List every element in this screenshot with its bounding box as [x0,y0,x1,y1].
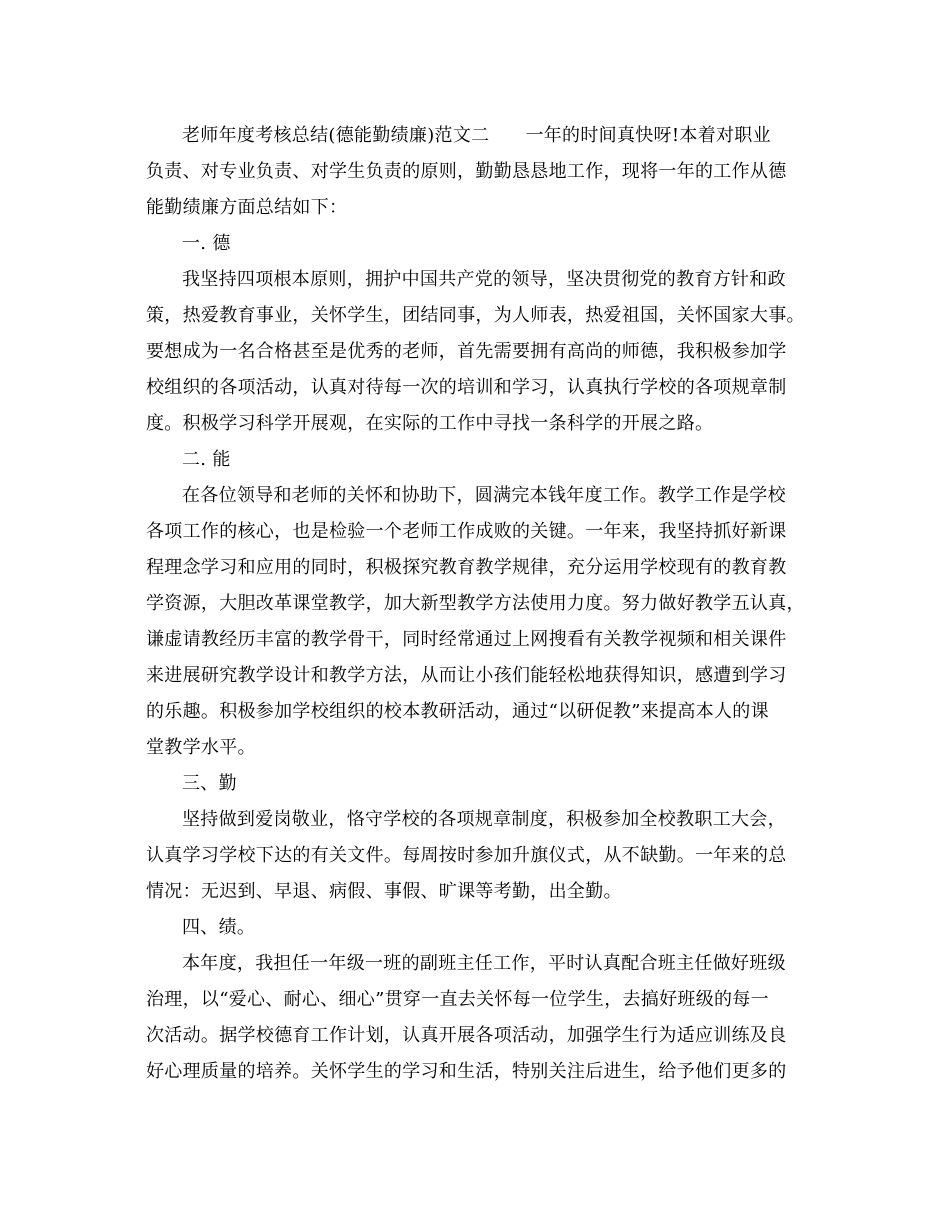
paragraph-line: 在各位领导和老师的关怀和协助下，圆满完本钱年度工作。教学工作是学校 [182,485,786,506]
paragraph-line: 情况：无迟到、早退、病假、事假、旷课等考勤，出全勤。 [146,881,622,902]
document-title: 老师年度考核总结(德能勤绩廉)范文二 [182,125,490,146]
paragraph-line: 谦虚请教经历丰富的教学骨干，同时经常通过上网搜看有关教学视频和相关课件 [146,629,787,650]
paragraph-line: 本年度，我担任一年级一班的副班主任工作，平时认真配合班主任做好班级 [182,953,786,974]
title-line [146,118,808,154]
paragraph-line: 治理，以“爱心、耐心、细心”贯穿一直去关怀每一位学生，去搞好班级的每一 [146,989,769,1010]
paragraph-line: 好心理质量的培养。关怀学生的学习和生活，特别关注后进生，给予他们更多的 [146,1061,787,1082]
paragraph-line: 各项工作的核心，也是检验一个老师工作成败的关键。一年来，我坚持抓好新课 [146,521,787,542]
paragraph-line: 程理念学习和应用的同时，积极探究教育教学规律，充分运用学校现有的教育教 [146,557,787,578]
paragraph-line: 认真学习学校下达的有关文件。每周按时参加升旗仪式，从不缺勤。一年来的总 [146,845,787,866]
paragraph-line: 我坚持四项根本原则，拥护中国共产党的领导，坚决贯彻党的教育方针和政 [182,269,786,290]
intro-line: 能勤绩廉方面总结如下： [146,197,348,218]
section-heading-de: 一. 德 [182,233,231,254]
section-heading-neng: 二. 能 [182,449,231,470]
paragraph-line: 坚持做到爱岗敬业，恪守学校的各项规章制度，积极参加全校教职工大会， [182,809,786,830]
intro-line: 负责、对专业负责、对学生负责的原则，勤勤恳恳地工作，现将一年的工作从德 [146,161,787,182]
document-body [146,118,808,1090]
paragraph-line: 的乐趣。积极参加学校组织的校本教研活动，通过“以研促教”来提高本人的课 [146,701,769,722]
paragraph-line: 策，热爱教育事业，关怀学生，团结同事，为人师表，热爱祖国，关怀国家大事。 [146,305,805,326]
paragraph-line: 次活动。据学校德育工作计划，认真开展各项活动，加强学生行为适应训练及良 [146,1025,787,1046]
paragraph-line: 度。积极学习科学开展观，在实际的工作中寻找一条科学的开展之路。 [146,413,714,434]
paragraph-line: 堂教学水平。 [146,737,256,758]
section-heading-ji: 四、绩。 [182,917,256,938]
section-heading-qin: 三、勤 [182,773,237,794]
paragraph-line: 校组织的各项活动，认真对待每一次的培训和学习，认真执行学校的各项规章制 [146,377,787,398]
intro-start: 一年的时间真快呀!本着对职业 [525,125,771,146]
paragraph-line: 要想成为一名合格甚至是优秀的老师，首先需要拥有高尚的师德，我积极参加学 [146,341,787,362]
paragraph-line: 来进展研究教学设计和教学方法，从而让小孩们能轻松地获得知识，感遭到学习 [146,665,787,686]
paragraph-line: 学资源，大胆改革课堂教学，加大新型教学方法使用力度。努力做好教学五认真， [146,593,805,614]
